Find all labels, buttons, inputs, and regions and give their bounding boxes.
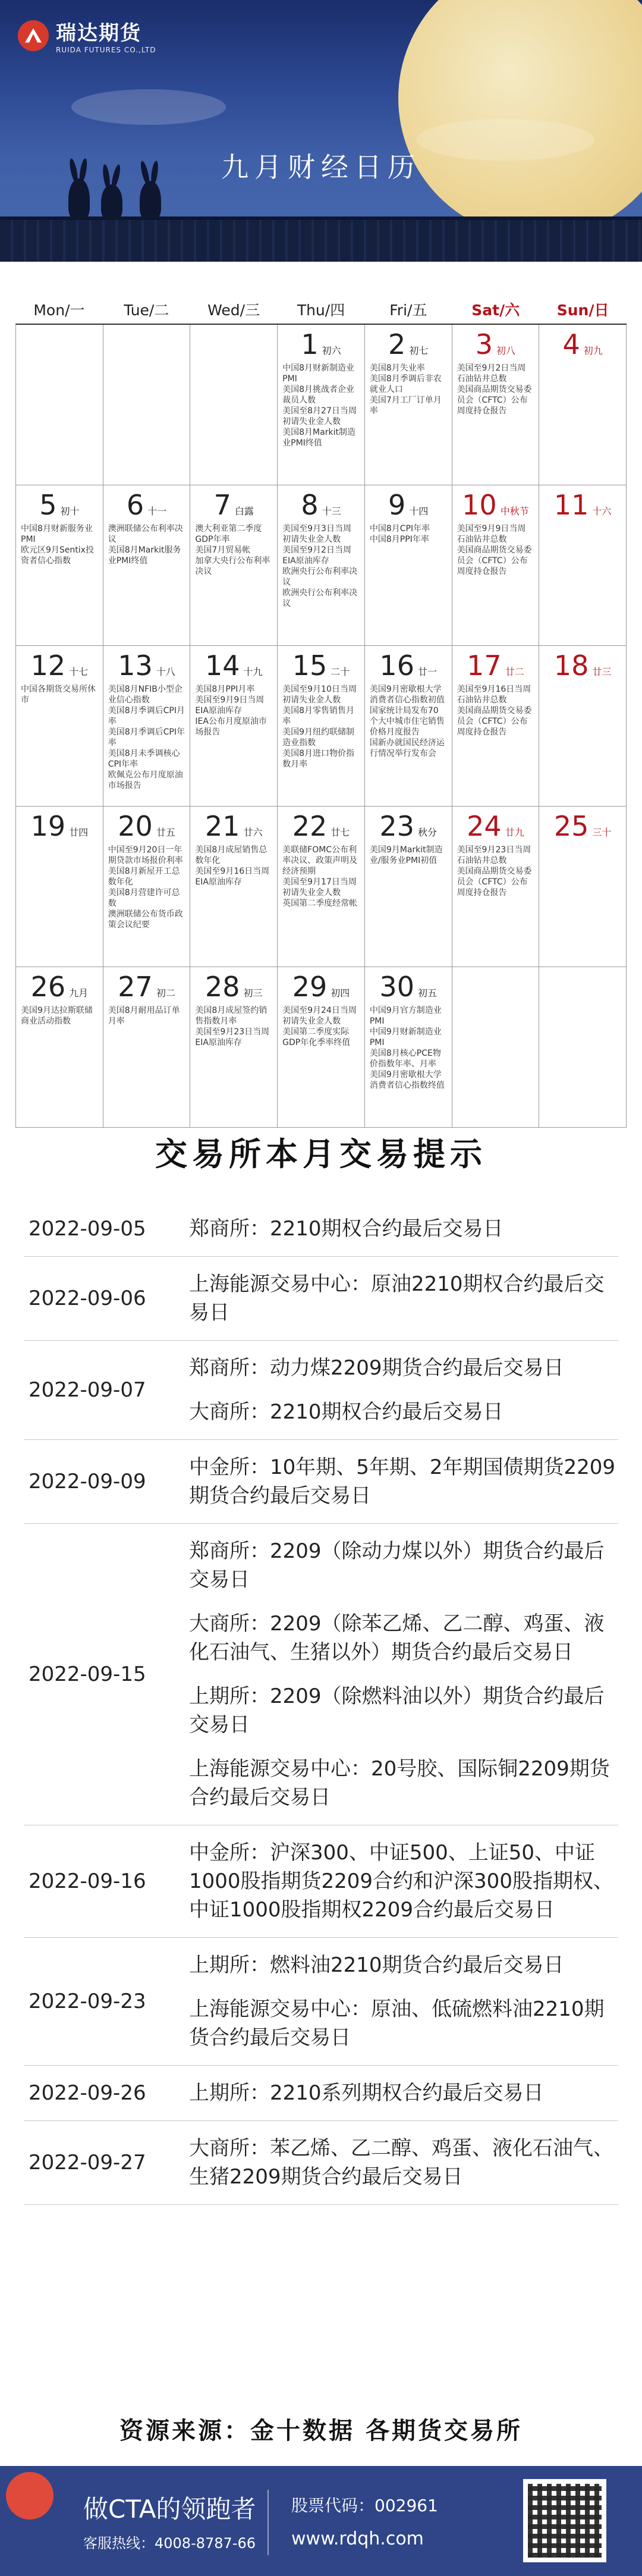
day-header xyxy=(370,810,447,842)
logo-name-en: RUIDA FUTURES CO.,LTD xyxy=(56,46,156,54)
day-header xyxy=(195,489,272,521)
header-banner xyxy=(0,0,642,262)
rabbit-silhouette-icon xyxy=(68,178,90,220)
day-header xyxy=(195,971,272,1003)
calendar-day-14 xyxy=(190,646,278,807)
calendar-day-3 xyxy=(452,325,540,485)
notice-row xyxy=(24,1524,618,1825)
notice-items xyxy=(189,1270,618,1327)
notice-item: 上海能源交易中心：20号胶、国际铜2209期货合约最后交易日 xyxy=(189,1757,610,1809)
notice-item: 上海能源交易中心：原油、低硫燃料油2210期货合约最后交易日 xyxy=(189,1997,605,2050)
calendar-empty-cell xyxy=(539,967,627,1128)
day-header xyxy=(21,650,98,682)
weekday-label: Sun/日 xyxy=(556,302,609,319)
calendar-day-29 xyxy=(278,967,365,1128)
notice-date: 2022-09-27 xyxy=(29,2151,146,2175)
day-header xyxy=(544,650,621,682)
day-header xyxy=(370,650,447,682)
calendar-day-19 xyxy=(16,807,103,967)
notice-items xyxy=(189,1838,618,1924)
day-events: 中国8月财新服务业PMI 欧元区9月Sentix投资者信心指数 xyxy=(21,524,94,566)
notice-items xyxy=(189,2134,618,2191)
lunar-date: 十八 xyxy=(156,666,175,677)
notice-date: 2022-09-06 xyxy=(29,1287,146,1310)
day-number: 1 xyxy=(301,328,319,360)
day-number: 3 xyxy=(475,328,493,360)
calendar-day-23 xyxy=(365,807,452,967)
day-number: 15 xyxy=(292,650,328,682)
day-events: 澳洲联储公布利率决议 美国8月Markit服务业PMI终值 xyxy=(108,524,183,566)
notice-date: 2022-09-23 xyxy=(29,1990,146,2013)
day-number: 26 xyxy=(30,971,66,1003)
day-header xyxy=(21,810,98,842)
lunar-date: 廿三 xyxy=(592,666,612,677)
day-events: 美国至9月24日当周初请失业金人数 美国第二季度实际GDP年化季率终值 xyxy=(282,1006,357,1047)
notice-date: 2022-09-15 xyxy=(29,1662,146,1686)
lunar-date: 初二 xyxy=(156,987,175,999)
day-events: 中国8月CPI年率 中国8月PPI年率 xyxy=(369,524,430,544)
notice-date: 2022-09-26 xyxy=(29,2081,146,2105)
calendar-day-13 xyxy=(103,646,191,807)
rabbit-silhouette-icon xyxy=(101,184,122,220)
notice-item: 上期所：2209（除燃料油以外）期货合约最后交易日 xyxy=(189,1684,605,1737)
day-header xyxy=(21,489,98,521)
lunar-date: 初三 xyxy=(243,987,263,999)
day-events: 美国至9月9日当周石油钻井总数 美国商品期货交易委员会（CFTC）公布周度持仓报告 xyxy=(457,524,532,576)
weekday-label: Wed/三 xyxy=(207,302,260,319)
calendar-empty-cell xyxy=(103,325,191,485)
footer-slogan: 做CTA的领跑者 xyxy=(83,2495,256,2524)
notice-item: 上期所：2210系列期权合约最后交易日 xyxy=(189,2081,544,2105)
day-events: 中国8月财新制造业PMI 美国8月挑战者企业裁员人数 美国至8月27日当周初请失业金人数 美国8月Markit制造业PMI终值 xyxy=(282,363,357,448)
lunar-date: 初四 xyxy=(331,987,350,999)
day-number: 29 xyxy=(292,971,328,1003)
logo-icon xyxy=(18,20,49,51)
day-events: 美国8月NFIB小型企业信心指数 美国8月季调后CPI月率 美国8月季调后CPI年率 美国8月未季调核心CPI年率 欧佩克公布月度原油市场报告 xyxy=(108,685,185,790)
day-header xyxy=(282,810,360,842)
day-number: 9 xyxy=(388,489,406,521)
calendar-day-16 xyxy=(365,646,452,807)
lunar-date: 廿二 xyxy=(505,666,524,677)
calendar-day-30 xyxy=(365,967,452,1128)
calendar-grid xyxy=(15,324,627,1128)
calendar xyxy=(15,297,627,1128)
calendar-day-8 xyxy=(278,485,365,646)
weekday-label: Fri/五 xyxy=(389,302,427,319)
notice-date: 2022-09-09 xyxy=(29,1470,146,1493)
notice-row xyxy=(24,1257,618,1341)
qr-code-icon[interactable] xyxy=(523,2479,606,2562)
day-events: 美国至9月23日当周石油钻井总数 美国商品期货交易委员会（CFTC）公布周度持仓报告 xyxy=(457,845,532,898)
day-number: 11 xyxy=(553,489,589,521)
lunar-date: 十一 xyxy=(147,506,167,517)
notice-item: 中金所：沪深300、中证500、上证50、中证1000股指期货2209合约和沪深300股指期权、中证1000股指期权2209合约最后交易日 xyxy=(189,1841,613,1922)
notice-item: 大商所：2210期权合约最后交易日 xyxy=(189,1400,503,1424)
weekday-label: Mon/一 xyxy=(33,302,85,319)
footer-divider xyxy=(268,2490,269,2555)
notice-item: 上期所：燃料油2210期货合约最后交易日 xyxy=(189,1953,564,1977)
day-number: 30 xyxy=(379,971,414,1003)
day-number: 25 xyxy=(553,810,589,842)
day-number: 22 xyxy=(292,810,328,842)
day-header xyxy=(544,328,621,360)
calendar-day-11 xyxy=(539,485,627,646)
footer-decoration xyxy=(6,2472,54,2519)
lunar-date: 廿六 xyxy=(243,827,263,838)
data-source: 资源来源：金十数据 各期货交易所 xyxy=(119,2417,523,2445)
notice-items xyxy=(189,1215,618,1243)
weekday-header xyxy=(15,297,627,324)
calendar-empty-cell xyxy=(16,325,103,485)
calendar-empty-cell xyxy=(190,325,278,485)
lunar-date: 二十 xyxy=(331,666,350,677)
day-number: 23 xyxy=(379,810,414,842)
logo-name-cn: 瑞达期货 xyxy=(56,21,141,45)
day-events: 美国9月Markit制造业/服务业PMI初值 xyxy=(369,845,443,865)
day-header xyxy=(195,650,272,682)
calendar-day-25 xyxy=(539,807,627,967)
notice-item: 大商所：苯乙烯、乙二醇、鸡蛋、液化石油气、生猪2209期货合约最后交易日 xyxy=(189,2136,613,2189)
footer xyxy=(0,2466,642,2576)
day-events: 美国8月成屋签约销售指数月率 美国至9月23日当周EIA原油库存 xyxy=(195,1006,270,1047)
lunar-date: 廿五 xyxy=(156,827,175,838)
day-header xyxy=(282,650,360,682)
footer-stock-code: 股票代码：002961 xyxy=(291,2496,438,2515)
company-logo[interactable] xyxy=(18,17,156,54)
calendar-day-18 xyxy=(539,646,627,807)
day-header xyxy=(21,971,98,1003)
day-header xyxy=(282,971,360,1003)
day-number: 27 xyxy=(118,971,153,1003)
day-events: 中国各期货交易所休市 xyxy=(21,685,96,705)
lunar-date: 中秋节 xyxy=(500,506,529,517)
day-header xyxy=(195,810,272,842)
day-number: 18 xyxy=(553,650,589,682)
weekday-label: Tue/二 xyxy=(124,302,169,319)
lunar-date: 十七 xyxy=(69,666,89,677)
footer-website-link[interactable]: www.rdqh.com xyxy=(291,2528,424,2549)
notice-item: 中金所：10年期、5年期、2年期国债期货2209期货合约最后交易日 xyxy=(189,1455,616,1508)
calendar-day-9 xyxy=(365,485,452,646)
notice-row xyxy=(24,1938,618,2066)
lunar-date: 十三 xyxy=(322,506,341,517)
lunar-date: 廿七 xyxy=(331,827,350,838)
notice-item: 郑商所：动力煤2209期货合约最后交易日 xyxy=(189,1356,564,1380)
notice-row xyxy=(24,1440,618,1524)
calendar-day-28 xyxy=(190,967,278,1128)
day-header xyxy=(457,489,534,521)
lunar-date: 十九 xyxy=(243,666,263,677)
calendar-day-21 xyxy=(190,807,278,967)
day-header xyxy=(108,650,185,682)
weekday-label: Sat/六 xyxy=(471,302,520,319)
day-number: 24 xyxy=(467,810,502,842)
lunar-date: 初十 xyxy=(60,506,80,517)
day-events: 中国9月官方制造业PMI 中国9月财新制造业PMI 美国8月核心PCE物价指数年率、月率 美国9月密歇根大学消费者信心指数终值 xyxy=(369,1006,445,1090)
day-events: 美国至9月2日当周石油钻井总数 美国商品期货交易委员会（CFTC）公布周度持仓报告 xyxy=(457,363,532,416)
day-events: 美国至9月3日当周初请失业金人数 美国至9月2日当周EIA原油库存 欧洲央行公布利率决议 欧洲央行公布利率决议 xyxy=(282,524,358,608)
lunar-date: 三十 xyxy=(592,827,612,838)
calendar-day-7 xyxy=(190,485,278,646)
day-number: 10 xyxy=(462,489,497,521)
day-number: 20 xyxy=(118,810,153,842)
day-number: 12 xyxy=(30,650,66,682)
cloud-decoration xyxy=(71,89,226,125)
notice-date: 2022-09-16 xyxy=(29,1869,146,1893)
calendar-day-15 xyxy=(278,646,365,807)
calendar-day-22 xyxy=(278,807,365,967)
day-number: 16 xyxy=(379,650,414,682)
notice-row xyxy=(24,2121,618,2205)
day-header xyxy=(108,489,185,521)
roof-tiles xyxy=(0,220,642,262)
notice-items xyxy=(189,1453,618,1510)
lunar-date: 廿四 xyxy=(69,827,89,838)
day-events: 美国9月密歇根大学消费者信心指数初值 国家统计局发布70个大中城市住宅销售价格月度报告 国新办就国民经济运行情况举行发布会 xyxy=(369,685,445,758)
notice-date: 2022-09-05 xyxy=(29,1217,146,1241)
day-header xyxy=(370,489,447,521)
day-events: 美国至9月16日当周石油钻井总数 美国商品期货交易委员会（CFTC）公布周度持仓报告 xyxy=(457,685,532,737)
lunar-date: 廿九 xyxy=(505,827,524,838)
lunar-date: 秋分 xyxy=(417,827,437,838)
notice-items xyxy=(189,1951,618,2052)
lunar-date: 初八 xyxy=(496,345,516,356)
day-events: 美国至9月10日当周初请失业金人数 美国8月零售销售月率 美国9月纽约联储制造业指数 美国8月进口物价指数月率 xyxy=(282,685,357,769)
calendar-day-27 xyxy=(103,967,191,1128)
lunar-date: 廿一 xyxy=(417,666,437,677)
lunar-date: 九月 xyxy=(69,987,89,999)
lunar-date: 初七 xyxy=(409,345,429,356)
lunar-date: 白露 xyxy=(234,506,254,517)
notice-row xyxy=(24,1341,618,1440)
notice-items xyxy=(189,2079,618,2107)
day-header xyxy=(108,971,185,1003)
calendar-day-1 xyxy=(278,325,365,485)
lunar-date: 初六 xyxy=(322,345,341,356)
day-events: 美国8月成屋销售总数年化 美国至9月16日当周EIA原油库存 xyxy=(195,845,270,887)
day-events: 美国8月PPI月率 美国至9月9日当周EIA原油库存 IEA公布月度原油市场报告 xyxy=(195,685,267,737)
day-header xyxy=(457,650,534,682)
weekday-label: Thu/四 xyxy=(297,302,345,319)
lunar-date: 初五 xyxy=(417,987,437,999)
day-number: 13 xyxy=(118,650,153,682)
notice-items xyxy=(189,1354,618,1426)
day-number: 17 xyxy=(467,650,502,682)
calendar-day-17 xyxy=(452,646,540,807)
notice-item: 上海能源交易中心：原油2210期权合约最后交易日 xyxy=(189,1272,605,1325)
lunar-date: 十四 xyxy=(409,506,429,517)
day-events: 中国至9月20日一年期贷款市场报价利率 美国8月新屋开工总数年化 美国8月营建许可总数 澳洲联储公布货币政策会议纪要 xyxy=(108,845,183,930)
day-header xyxy=(457,328,534,360)
day-number: 21 xyxy=(205,810,240,842)
notice-item: 郑商所：2210期权合约最后交易日 xyxy=(189,1217,503,1241)
notice-item: 大商所：2209（除苯乙烯、乙二醇、鸡蛋、液化石油气、生猪以外）期货合约最后交易日 xyxy=(189,1612,605,1664)
footer-hotline[interactable]: 客服热线：4008-8787-66 xyxy=(83,2535,256,2552)
day-number: 6 xyxy=(126,489,144,521)
notice-list xyxy=(24,1201,618,2205)
day-number: 4 xyxy=(562,328,580,360)
day-events: 美国8月耐用品订单月率 xyxy=(108,1006,180,1026)
calendar-day-20 xyxy=(103,807,191,967)
notice-section-title: 交易所本月交易提示 xyxy=(155,1135,487,1173)
notice-row xyxy=(24,1201,618,1257)
notice-row xyxy=(24,2066,618,2121)
day-number: 2 xyxy=(388,328,406,360)
notice-item: 郑商所：2209（除动力煤以外）期货合约最后交易日 xyxy=(189,1539,605,1592)
lunar-date: 初九 xyxy=(583,345,603,356)
day-number: 8 xyxy=(301,489,319,521)
day-number: 28 xyxy=(205,971,240,1003)
day-events: 美国8月失业率 美国8月季调后非农就业人口 美国7月工厂订单月率 xyxy=(369,363,442,416)
calendar-day-10 xyxy=(452,485,540,646)
lunar-date: 十六 xyxy=(592,506,612,517)
rabbit-silhouette-icon xyxy=(140,181,161,220)
day-events: 美联储FOMC公布利率决议、政策声明及经济预期 美国至9月17日当周初请失业金人数 英国第二季度经常帐 xyxy=(282,845,358,908)
notice-items xyxy=(189,1537,618,1812)
page-title: 九月财经日历 xyxy=(221,151,421,183)
day-number: 5 xyxy=(39,489,57,521)
calendar-day-4 xyxy=(539,325,627,485)
day-header xyxy=(544,489,621,521)
day-events: 美国9月达拉斯联储商业活动指数 xyxy=(21,1006,93,1026)
calendar-empty-cell xyxy=(452,967,540,1128)
calendar-day-24 xyxy=(452,807,540,967)
calendar-day-6 xyxy=(103,485,191,646)
day-header xyxy=(282,489,360,521)
calendar-day-26 xyxy=(16,967,103,1128)
day-header xyxy=(370,971,447,1003)
day-header xyxy=(282,328,360,360)
day-header xyxy=(370,328,447,360)
day-header xyxy=(108,810,185,842)
calendar-day-5 xyxy=(16,485,103,646)
day-number: 14 xyxy=(205,650,240,682)
calendar-day-2 xyxy=(365,325,452,485)
day-events: 澳大利亚第二季度GDP年率 美国7月贸易帐 加拿大央行公布利率决议 xyxy=(195,524,270,576)
day-header xyxy=(457,810,534,842)
calendar-day-12 xyxy=(16,646,103,807)
day-number: 7 xyxy=(213,489,231,521)
day-number: 19 xyxy=(30,810,66,842)
day-header xyxy=(544,810,621,842)
notice-row xyxy=(24,1825,618,1938)
notice-date: 2022-09-07 xyxy=(29,1378,146,1402)
